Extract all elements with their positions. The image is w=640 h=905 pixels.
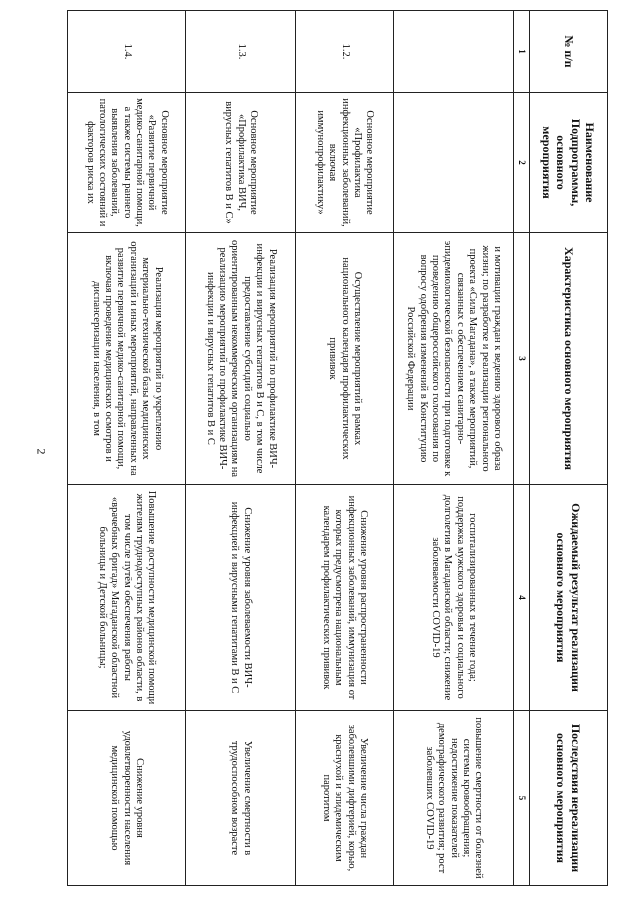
row-characteristic: Реализация мероприятий по профилактике ВИЧ-инфекции и вирусных гепатитов В и С, в том числе предоставление субсидий социально ориентированным некоммерческим организациям на реализацию мероприятий по профилактике ВИЧ-инфекции и вирусных гепатитов В и С [186, 233, 296, 485]
header-result: Ожидаемый результат реализации основного мероприятия [530, 485, 608, 711]
table-row [394, 11, 514, 886]
row-characteristic: Реализация мероприятий по укреплению материально-технической базы медицинских организаций и иных мероприятий, направленных на развитие первичной медико-санитарной помощи, включая проведение медицинских осмотров и диспансеризации населения, в том [68, 233, 186, 485]
row-num: 1.2. [296, 11, 394, 93]
row-characteristic: и мотивации граждан к ведению здорового образа жизни; по разработке и реализации регионального проекта «Сила Магадана», а также мероприятий, связанных с обеспечением санитарно-эпидемиологической безопасности при подготовке к проведению общероссийского голосования по вопросу одобрения изменений в Конституцию Российской Федерации [394, 233, 514, 485]
row-name [394, 93, 514, 233]
header-num: № п/п [530, 11, 608, 93]
row-consequence: повышение смертности от болезней системы кровообращения; недостижение показателей демографического развития; рост заболевших COVID-19 [394, 711, 514, 886]
column-number-row [514, 11, 530, 886]
row-consequence: Увеличение числа граждан заболевшими дифтерией, корью, краснухой и эпидемическим паротитом [296, 711, 394, 886]
header-name: Наименование Подпрограммы, основного мероприятия [530, 93, 608, 233]
column-number: 1 [514, 11, 530, 93]
row-characteristic: Осуществление мероприятий в рамках национального календаря профилактических прививок [296, 233, 394, 485]
row-name: Основное мероприятие «Профилактика ВИЧ, вирусных гепатитов В и С» [186, 93, 296, 233]
row-result: Снижение уровня заболеваемости ВИЧ-инфекцией и вирусными гепатитами В и С [186, 485, 296, 711]
row-num: 1.3. [186, 11, 296, 93]
row-num: 1.4. [68, 11, 186, 93]
row-num [394, 11, 514, 93]
row-result: госпитализированных в течение года; поддержка мужского здоровья и социального долголетия в Магаданской области; снижение заболеваемости COVID-19 [394, 485, 514, 711]
program-table [67, 10, 608, 886]
row-consequence: Снижение уровня удовлетворенности населения медицинской помощью [68, 711, 186, 886]
page-number: 2 [34, 448, 49, 455]
column-number: 3 [514, 233, 530, 485]
header-characteristic: Характеристика основного мероприятия [530, 233, 608, 485]
row-name: Основное мероприятие «Профилактика инфекционных заболеваний, включая иммунопрофилактику» [296, 93, 394, 233]
row-name: Основное мероприятие «Развитие первичной медико-санитарной помощи, а также системы раннего выявления заболеваний, патологических состояний и факторов риска их [68, 93, 186, 233]
rotated-page [68, 10, 608, 885]
table-row [68, 11, 186, 886]
column-number: 5 [514, 711, 530, 886]
header-consequence: Последствия нереализации основного мероприятия [530, 711, 608, 886]
table-row [296, 11, 394, 886]
row-consequence: Увеличение смертности в трудоспособном возрасте [186, 711, 296, 886]
row-result: Повышение доступности медицинской помощи жителям труднодоступных районов области, в том числе путём обеспечения работы «врачебных бригад» Магаданской областной больницы и Детской больницы; [68, 485, 186, 711]
column-number: 4 [514, 485, 530, 711]
row-result: Снижение уровня распространенности инфекционных заболеваний, иммунизация от которых предусмотрена национальным календарем профилактических прививок [296, 485, 394, 711]
table-row [186, 11, 296, 886]
column-number: 2 [514, 93, 530, 233]
header-row [530, 11, 608, 886]
